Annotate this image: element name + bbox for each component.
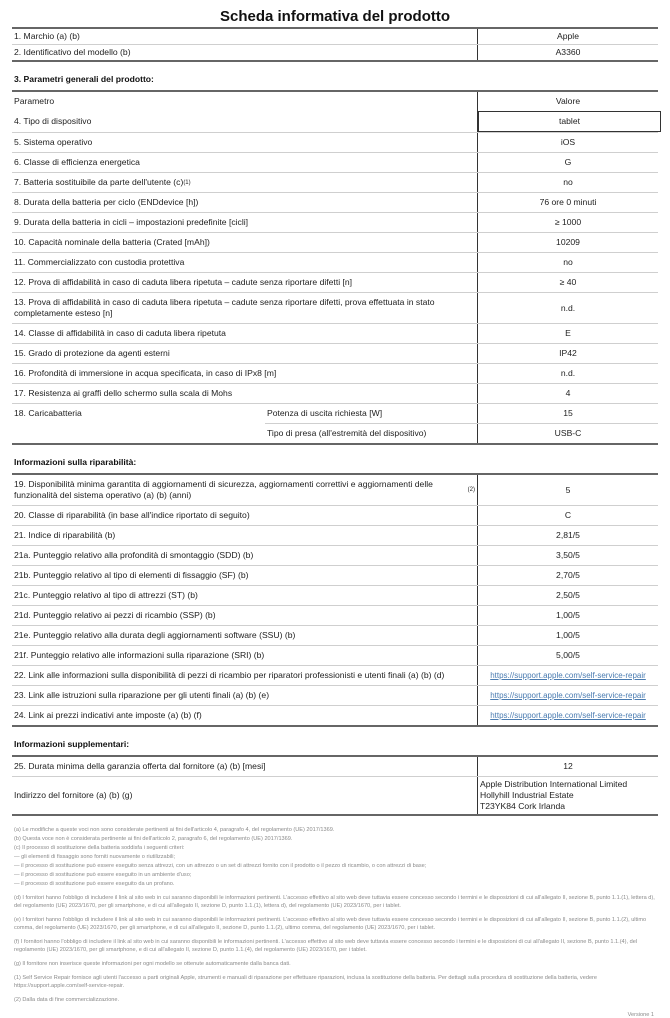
page-title: Scheda informativa del prodotto [219,8,451,25]
footnote: (d) I fornitori hanno l'obbligo di includere il link al sito web in cui saranno disponibili le informazioni pertinenti. L'accesso effettivo al sito web deve tuttavia essere concesso secondo i termini e le disposizioni di cui all'allegato II, sezione B, punto 1.1.(1), lettera d), del regolamento (UE) 2023/1670, per gli smartphone, e di cui all'allegato II, sezione D, punto 1.1.(1), lettera d), del regolamento (UE) 2023/1670, per i tablet. [14,895,655,909]
row-label [12,153,478,172]
row-label [12,586,478,605]
row-label [12,757,478,776]
row-value: 12 [563,761,573,771]
row-value: 5,00/5 [556,650,580,660]
table-row [12,272,658,292]
row-label-text: 17. Resistenza ai graffi dello schermo sulla scala di Mohs [14,388,233,398]
row-label [12,45,478,60]
row-value: no [563,257,573,267]
row-label-text: 16. Profondità di immersione in acqua specificata, in caso di IPx8 [m] [14,368,277,378]
row-label [12,546,478,565]
charger-plug-row [265,423,658,443]
table-row [12,172,658,192]
table-row [12,44,658,60]
footnote-ref: (1) [183,179,191,186]
charger-power-label: Potenza di uscita richiesta [W] [265,404,478,423]
row-label-text: 11. Commercializzato con custodia protettiva [14,257,185,267]
row-label-text: 14. Classe di affidabilità in caso di caduta libera ripetuta [14,328,226,338]
header-value: Valore [555,96,581,106]
table-row [12,111,658,132]
row-value: ≥ 1000 [554,217,582,227]
section-heading-supplementary: Informazioni supplementari: [14,739,130,749]
table-row [12,343,658,363]
row-value: 1,00/5 [556,630,580,640]
row-label-text: 21e. Punteggio relativo alla durata degli aggiornamenti software (SSU) (b) [14,630,296,640]
row-value [478,706,658,725]
supplier-address-row [12,776,658,814]
table-row [12,525,658,545]
charger-power-value: 15 [563,408,573,418]
table-row [12,132,658,152]
row-label [12,293,478,323]
table-row [12,757,658,776]
row-label [12,233,478,252]
row-label-text: 19. Disponibilità minima garantita di aggiornamenti di sicurezza, aggiornamenti correttivi e aggiornamenti delle funzionalità del sistema operativo (a) (b) (anni) [14,479,433,500]
row-label [12,475,478,505]
table-row [12,585,658,605]
footnote: (2) Dalla data di fine commercializzazione. [14,997,120,1003]
table-row [12,29,658,44]
row-label [12,666,478,685]
footnote: (f) I fornitori hanno l'obbligo di includere il link al sito web in cui saranno disponibili le informazioni pertinenti. L'accesso effettivo al sito web deve tuttavia essere concesso secondo i termini e le disposizioni di cui all'allegato II, sezione B, punto 1.1.(4), del regolamento (UE) 2023/1670, per gli smartphone, e di cui all'allegato II, sezione D, punto 1.1.(4), del regolamento (UE) 2023/1670, per i tablet. [14,939,638,953]
footnote: (e) I fornitori hanno l'obbligo di includere il link al sito web in cui saranno disponibili le informazioni pertinenti. L'accesso effettivo al sito web deve tuttavia essere concesso secondo i termini e le disposizioni di cui all'allegato II, sezione B, punto 1.1.(2), ultimo comma, del regolamento (UE) 2023/1670, per gli smartphone, e di cui all'allegato II, sezione D, punto 1.1.(2), ultimo comma, del regolamento (UE) 2023/1670, per i tablet. [14,917,647,931]
address-line: T23YK84 Cork Irlanda [480,801,566,811]
row-value: 4 [565,388,571,398]
table-row [12,505,658,525]
table-row [12,605,658,625]
row-label [12,646,478,665]
table-row [12,252,658,272]
row-label-text: 24. Link ai prezzi indicativi ante imposte (a) (b) (f) [14,710,202,720]
row-value: 2,81/5 [556,530,580,540]
row-value: Apple [557,31,579,41]
charger-label: 18. Caricabatteria [14,408,82,418]
row-label [12,133,478,152]
general-parameters-table [12,90,658,445]
row-label-text: 12. Prova di affidabilità in caso di caduta libera ripetuta – cadute senza riportare difetti [n] [14,277,353,287]
row-value [478,666,658,685]
table-row [12,565,658,585]
row-value: 3,50/5 [556,550,580,560]
row-label-text: 21a. Punteggio relativo alla profondità di smontaggio (SDD) (b) [14,550,254,560]
row-label [12,344,478,363]
self-service-repair-link[interactable]: https://support.apple.com/self-service-repair [490,691,646,700]
table-row [12,645,658,665]
row-label [12,706,478,725]
row-label-text: 10. Capacità nominale della batteria (Crated [mAh]) [14,237,210,247]
row-label-text: 15. Grado di protezione da agenti esterni [14,348,170,358]
table-row [12,292,658,323]
row-label-text: 6. Classe di efficienza energetica [14,157,140,167]
row-label [12,111,478,132]
row-label-text: 1. Marchio (a) (b) [14,31,80,41]
row-label-text: 9. Durata della batteria in cicli – impostazioni predefinite [cicli] [14,217,249,227]
section-heading-repair: Informazioni sulla riparabilità: [14,457,137,467]
table-row [12,323,658,343]
row-label [12,566,478,585]
row-label-text: 8. Durata della batteria per ciclo (ENDdevice [h]) [14,197,199,207]
row-label [12,526,478,545]
section-heading-general: 3. Parametri generali del prodotto: [14,74,154,84]
identity-table [12,27,658,62]
row-label [12,364,478,383]
row-value: 5 [565,484,571,495]
row-label-text: 21c. Punteggio relativo al tipo di attrezzi (ST) (b) [14,590,198,600]
row-value: 1,00/5 [556,610,580,620]
row-label [12,506,478,525]
row-label-text: 22. Link alle informazioni sulla disponibilità di pezzi di ricambio per riparatori professionisti e utenti finali (a) (b) (d) [14,670,445,680]
row-label-text: 13. Prova di affidabilità in caso di caduta libera ripetuta – cadute senza riportare difetti, prova effettuata in stato completamente esteso [n] [14,297,435,318]
self-service-repair-link[interactable]: https://support.apple.com/self-service-repair [490,671,646,680]
row-label-text: 7. Batteria sostituibile da parte dell'utente (c) [14,177,184,187]
row-label [12,626,478,645]
row-label-text: 21d. Punteggio relativo ai pezzi di ricambio (SSP) (b) [14,610,216,620]
row-label [12,213,478,232]
table-row [12,192,658,212]
charger-plug-value: USB-C [554,428,582,438]
table-row [12,152,658,172]
row-value: n.d. [560,368,576,378]
footnote: — il processo di sostituzione può essere eseguito senza attrezzi, con un attrezzo o un set di attrezzi fornito con il prodotto o il pezzo di ricambio, o con attrezzi di base; [14,863,427,869]
row-value: C [564,510,572,520]
footnote-ref: (2) [467,487,475,493]
row-value: iOS [560,137,576,147]
table-row [12,625,658,645]
row-label-text: 21b. Punteggio relativo al tipo di elementi di fissaggio (SF) (b) [14,570,249,580]
footnote: (g) Il fornitore non inserisce queste informazioni per ogni modello se ottenute automaticamente dalla banca dati. [14,961,291,967]
table-row [12,212,658,232]
footnote: (c) Il processo di sostituzione della batteria soddisfa i seguenti criteri: [14,845,185,851]
row-value: G [564,157,572,167]
row-label [12,273,478,292]
footnote: (1) Self Service Repair fornisce agli utenti l'accesso a parti originali Apple, strumenti e manuali di riparazione per effettuare riparazioni, inclusa la sostituzione della batteria. Per dettagli sulla procedura di sostituzione della batteria, vedere https://support.apple.com/self-service-repair. [14,975,598,989]
row-value: E [565,328,571,338]
table-row [12,383,658,403]
table-header [12,92,658,111]
table-row [12,685,658,705]
table-row [12,545,658,565]
row-label [12,173,478,192]
charger-row [12,403,658,443]
table-row [12,475,658,505]
row-label-text: 4. Tipo di dispositivo [14,116,92,126]
table-row [12,232,658,252]
footnote: — gli elementi di fissaggio sono forniti nuovamente o riutilizzabili; [14,854,176,860]
row-value: ≥ 40 [559,277,577,287]
footnote: — il processo di sostituzione può essere eseguito in un ambiente d'uso; [14,872,192,878]
charger-power-row [265,404,658,423]
row-label [12,324,478,343]
table-row [12,705,658,725]
row-label [12,606,478,625]
row-value: no [563,177,573,187]
supplier-address-value [478,777,658,814]
footnote: (a) Le modifiche a queste voci non sono considerate pertinenti ai fini dell'articolo 4, paragrafo 4, del regolamento (UE) 2017/1369. [14,827,335,833]
table-row [12,363,658,383]
self-service-repair-link[interactable]: https://support.apple.com/self-service-repair [490,711,646,720]
table-row [12,665,658,685]
row-label [12,29,478,44]
row-label-text: 25. Durata minima della garanzia offerta dal fornitore (a) (b) [mesi] [14,761,266,771]
footnote: — il processo di sostituzione può essere eseguito da un profano. [14,881,175,887]
row-label-text: 21. Indice di riparabilità (b) [14,530,116,540]
address-line: Apple Distribution International Limited [480,779,628,789]
row-value: n.d. [560,302,576,313]
supplementary-table [12,755,658,816]
row-value: 76 ore 0 minuti [539,197,597,207]
row-label [12,253,478,272]
row-label [12,686,478,705]
row-label-text: 5. Sistema operativo [14,137,93,147]
header-parameter: Parametro [12,92,478,111]
address-line: Hollyhill Industrial Estate [480,790,574,800]
row-value: 2,50/5 [556,590,580,600]
row-label [12,193,478,212]
row-value: 2,70/5 [556,570,580,580]
footnotes [12,826,658,1004]
charger-plug-label: Tipo di presa (all'estremità del dispositivo) [265,424,478,443]
row-value: A3360 [555,47,581,57]
supplier-address-label: Indirizzo del fornitore (a) (b) (g) [12,777,478,814]
footnote: (b) Questa voce non è considerata pertinente ai fini dell'articolo 2, paragrafo 6, del regolamento (UE) 2017/1369. [14,836,293,842]
row-label-text: 23. Link alle istruzioni sulla riparazione per gli utenti finali (a) (b) (e) [14,690,270,700]
row-value [478,686,658,705]
row-value: IP42 [559,348,577,358]
version-label: Versione 1 [627,1012,654,1018]
row-label-text: 2. Identificativo del modello (b) [14,47,131,57]
repairability-table [12,473,658,727]
row-label [12,384,478,403]
row-label-text: 21f. Punteggio relativo alle informazioni sulla riparazione (SRI) (b) [14,650,265,660]
row-label-text: 20. Classe di riparabilità (in base all'indice riportato di seguito) [14,510,250,520]
row-value: tablet [478,111,661,132]
row-value: 10209 [556,237,580,247]
